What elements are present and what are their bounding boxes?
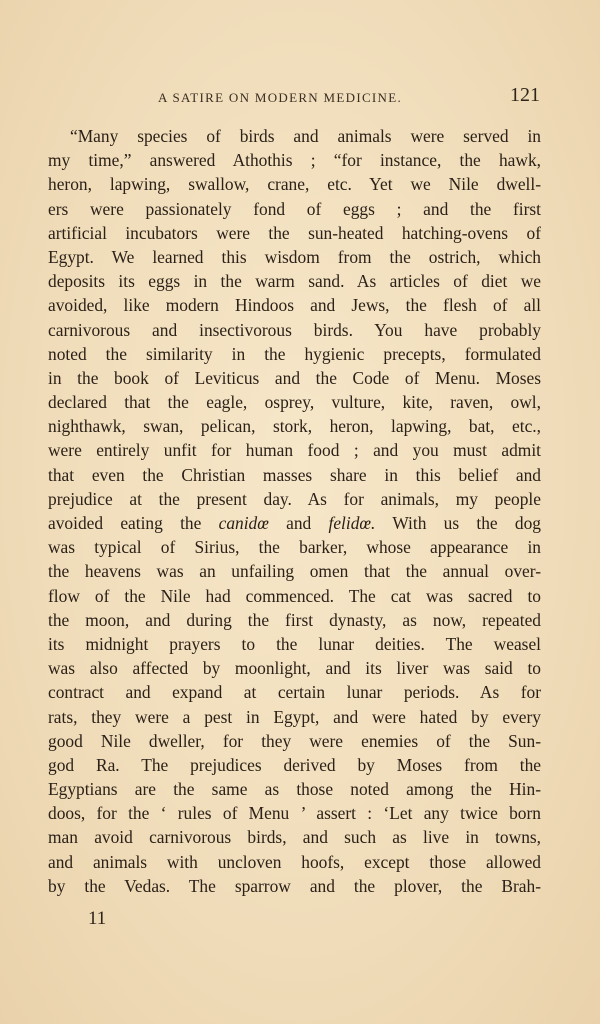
text-line: the heavens was an unfailing omen that the annual over- [48, 561, 541, 582]
text-line-with-italics [48, 511, 541, 535]
text-segment: and [286, 513, 312, 533]
text-line: and animals with uncloven hoofs, except those allowed [48, 851, 541, 872]
text-line: declared that the eagle, osprey, vulture, kite, raven, owl, [48, 392, 541, 413]
text-line: deposits its eggs in the warm sand. As articles of diet we [48, 271, 541, 292]
italic-term-felidae: felidœ. [328, 513, 376, 533]
text-line: noted the similarity in the hygienic precepts, formulated [48, 343, 541, 364]
text-line: that even the Christian masses share in this belief and [48, 464, 541, 485]
body-text [48, 124, 541, 898]
text-line: my time,” answered Athothis ; “for instance, the hawk, [48, 150, 541, 171]
text-segment: avoided eating the [48, 513, 202, 533]
text-line: by the Vedas. The sparrow and the plover, the Brah- [48, 875, 541, 896]
text-line: artificial incubators were the sun-heated hatching-ovens of [48, 222, 541, 243]
text-line: carnivorous and insectivorous birds. You have probably [48, 319, 541, 340]
text-line: ers were passionately fond of eggs ; and the first [48, 198, 541, 219]
text-line: contract and expand at certain lunar periods. As for [48, 682, 541, 703]
text-line: good Nile dweller, for they were enemies of the Sun- [48, 730, 541, 751]
text-line: its midnight prayers to the lunar deities. The weasel [48, 633, 541, 654]
text-line: prejudice at the present day. As for animals, my people [48, 488, 541, 509]
text-line: god Ra. The prejudices derived by Moses from the [48, 754, 541, 775]
text-line: in the book of Leviticus and the Code of Menu. Moses [48, 367, 541, 388]
text-segment: With us the dog [392, 513, 541, 533]
text-line: nighthawk, swan, pelican, stork, heron, lapwing, bat, etc., [48, 416, 541, 437]
text-line: doos, for the ‘ rules of Menu ’ assert : ‘Let any twice born [48, 803, 541, 824]
text-line: rats, they were a pest in Egypt, and were hated by every [48, 706, 541, 727]
text-line: Egyptians are the same as those noted among the Hin- [48, 779, 541, 800]
signature-mark: 11 [88, 908, 107, 929]
page-header [48, 84, 544, 110]
text-line: “Many species of birds and animals were served in [70, 126, 541, 146]
text-line: man avoid carnivorous birds, and such as live in towns, [48, 827, 541, 848]
text-line: avoided, like modern Hindoos and Jews, the flesh of all [48, 295, 541, 316]
text-line: heron, lapwing, swallow, crane, etc. Yet we Nile dwell- [48, 174, 541, 195]
running-title: A SATIRE ON MODERN MEDICINE. [158, 90, 403, 105]
italic-term-canidae: canidœ [218, 513, 269, 533]
text-line: was typical of Sirius, the barker, whose appearance in [48, 537, 541, 558]
page-number: 121 [510, 84, 540, 106]
text-line: were entirely unfit for human food ; and you must admit [48, 440, 541, 461]
text-line: flow of the Nile had commenced. The cat was sacred to [48, 585, 541, 606]
text-line: was also affected by moonlight, and its liver was said to [48, 658, 541, 679]
text-line: the moon, and during the first dynasty, as now, repeated [48, 609, 541, 630]
text-line: Egypt. We learned this wisdom from the ostrich, which [48, 246, 541, 267]
